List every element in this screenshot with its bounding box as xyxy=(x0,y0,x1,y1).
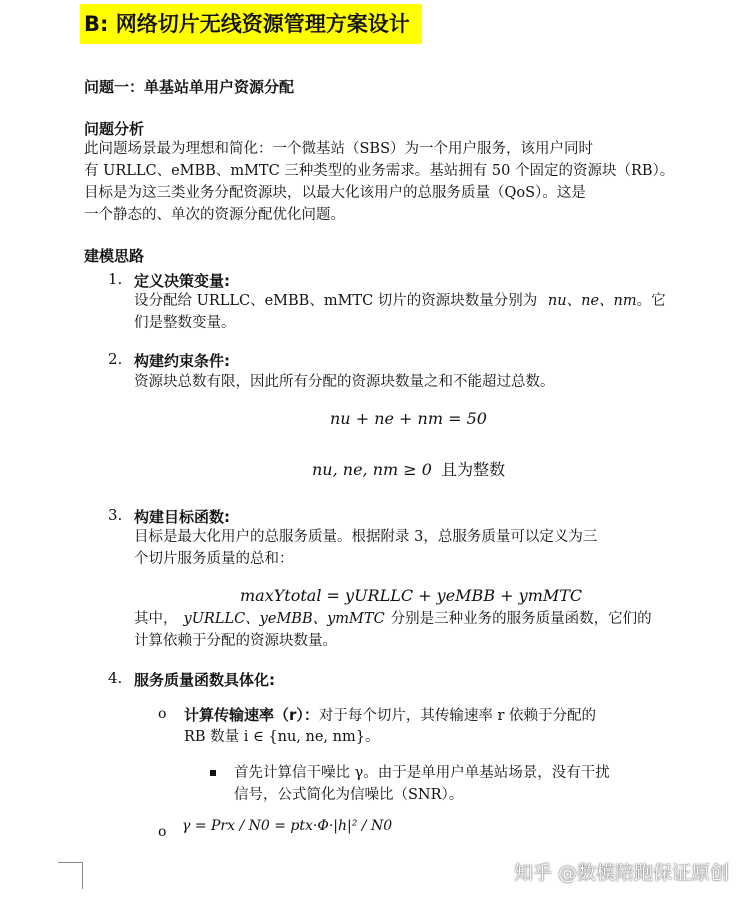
analysis-heading: 问题分析 xyxy=(84,120,145,138)
sub-item-sinr-line-1: 首先计算信干噪比 γ。由于是单用户单基站场景，没有干扰 xyxy=(234,765,610,781)
sinr-formula: γ = Prx / N0 = ptx·Φ·|h|² / N0 xyxy=(182,818,393,834)
question-one-heading: 问题一：单基站单用户资源分配 xyxy=(84,78,295,96)
sub-item-sinr-line-2: 信号，公式简化为信噪比（SNR）。 xyxy=(234,787,464,803)
item-1-line-1: 设分配给 URLLC、eMBB、mMTC 切片的资源块数量分别为 nu、ne、nm。它 xyxy=(134,293,666,309)
rate-subtitle: 计算传输速率（r）： xyxy=(184,706,319,724)
sub-item-rate-line-2: RB 数量 i ∈ {nu, ne, nm}。 xyxy=(184,729,380,745)
circle-bullet-icon: o xyxy=(158,706,167,722)
item-3-line-3: 其中， yURLLC、yeMBB、ymMTC 分别是三种业务的服务质量函数，它们的 xyxy=(134,611,652,627)
analysis-line-2: 有 URLLC、eMBB、mMTC 三种类型的业务需求。基站拥有 50 个固定的资源块（RB）。 xyxy=(84,163,675,179)
watermark: 知乎 @数模陪跑保证原创 xyxy=(513,862,729,884)
item-2-number: 2. xyxy=(108,350,123,368)
square-bullet-icon xyxy=(210,770,216,776)
item-2-line-1: 资源块总数有限，因此所有分配的资源块数量之和不能超过总数。 xyxy=(134,374,555,390)
item-1-number: 1. xyxy=(108,270,123,288)
item-3-line-2: 个切片服务质量的总和： xyxy=(134,551,294,567)
analysis-line-3: 目标是为这三类业务分配资源块，以最大化该用户的总服务质量（QoS）。这是 xyxy=(84,185,586,201)
decision-variables: nu、ne、nm xyxy=(547,293,637,309)
modeling-heading: 建模思路 xyxy=(84,247,145,265)
document-title: B: 网络切片无线资源管理方案设计 xyxy=(80,4,422,44)
circle-bullet-icon: o xyxy=(158,824,167,840)
page-corner-mark xyxy=(58,862,83,889)
analysis-line-4: 一个静态的、单次的资源分配优化问题。 xyxy=(84,207,345,223)
item-3-number: 3. xyxy=(108,506,123,524)
objective-function: maxYtotal = yURLLC + yeMBB + ymMTC xyxy=(240,586,583,605)
item-4-title: 服务质量函数具体化: xyxy=(134,671,275,689)
qos-function-names: yURLLC、yeMBB、ymMTC xyxy=(183,611,385,627)
constraint-equation-nonneg: nu, ne, nm ≥ 0 且为整数 xyxy=(312,460,506,479)
item-4-number: 4. xyxy=(108,669,123,687)
item-1-line-2: 们是整数变量。 xyxy=(134,315,236,331)
item-3-line-4: 计算依赖于分配的资源块数量。 xyxy=(134,633,337,649)
item-3-title: 构建目标函数: xyxy=(134,508,230,526)
constraint-equation-sum: nu + ne + nm = 50 xyxy=(330,409,487,428)
item-3-line-1: 目标是最大化用户的总服务质量。根据附录 3，总服务质量可以定义为三 xyxy=(134,529,598,545)
item-1-title: 定义决策变量: xyxy=(134,272,230,290)
sub-item-rate-line-1: 计算传输速率（r）：对于每个切片，其传输速率 r 依赖于分配的 xyxy=(184,706,597,724)
item-2-title: 构建约束条件: xyxy=(134,352,230,370)
analysis-line-1: 此问题场景最为理想和简化：一个微基站（SBS）为一个用户服务，该用户同时 xyxy=(84,141,594,157)
